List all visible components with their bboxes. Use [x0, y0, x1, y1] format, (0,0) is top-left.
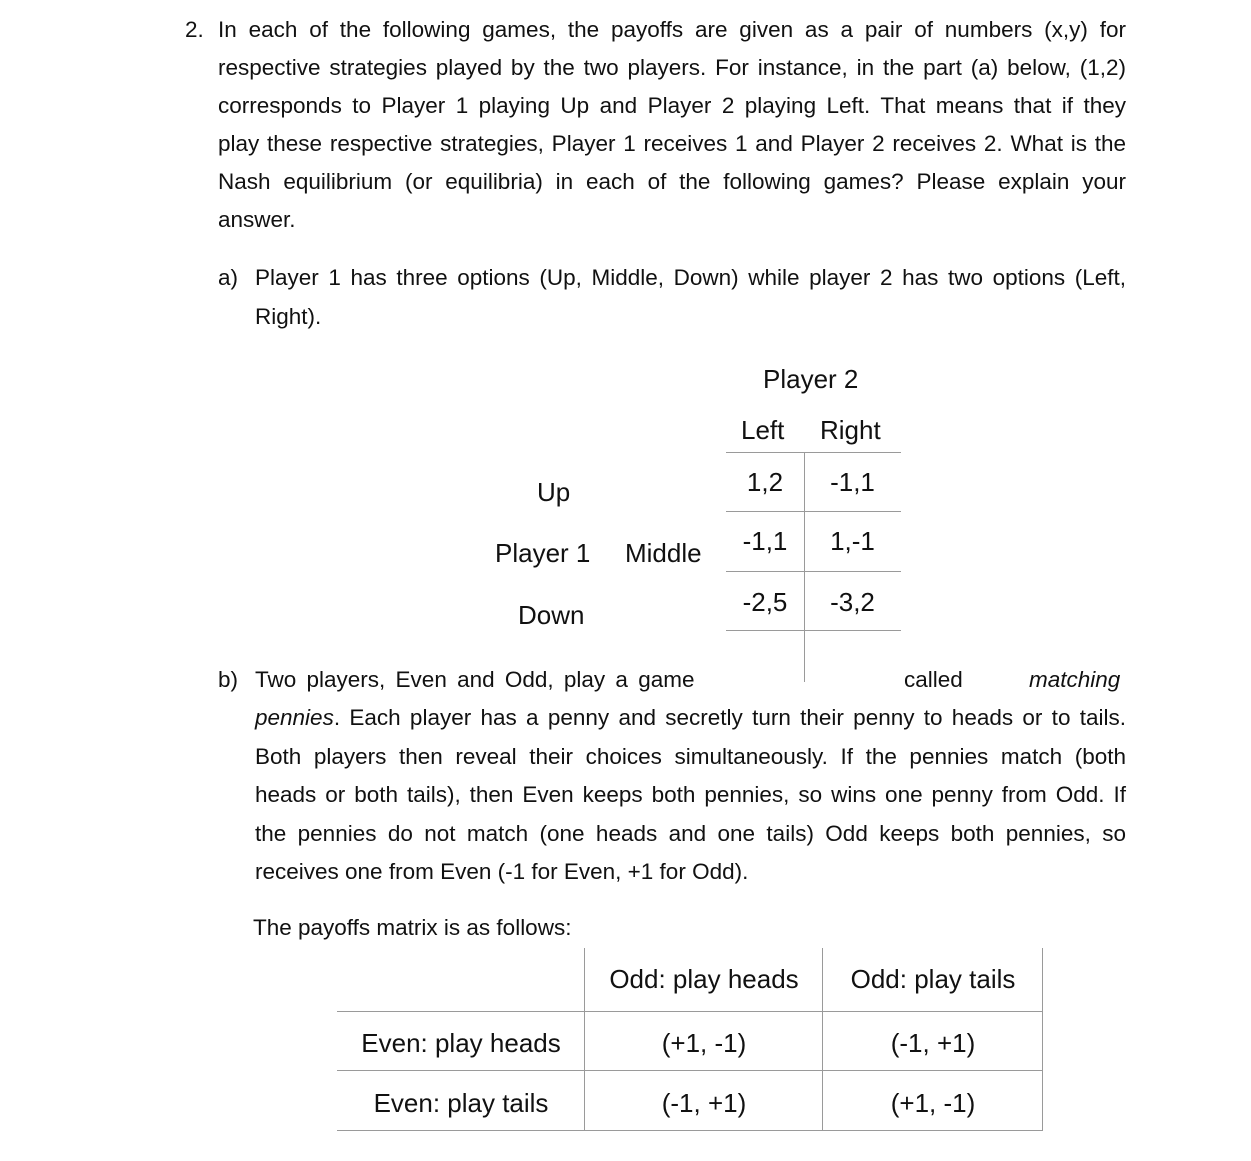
part-a-line: Player 1 has three options (Up, Middle, Down) while player 2 has two options (Left,: [255, 265, 1126, 290]
intro-line: corresponds to Player 1 playing Up and Player 2 playing Left. That means that if they: [218, 93, 1126, 118]
row-player-label: Player 1: [495, 538, 591, 568]
part-b-line1-start: Two players, Even and Odd, play a game: [255, 667, 695, 692]
payoff-cell: -2,5: [742, 587, 788, 617]
part-a-label: a): [218, 265, 239, 290]
table-rule: [337, 1011, 1043, 1012]
intro-line: play these respective strategies, Player 1 receives 1 and Player 2 receives 2. What is the: [218, 131, 1126, 156]
table-divider: [584, 948, 585, 1131]
row-label-middle: Middle: [625, 538, 702, 568]
part-b-line: receives one from Even (-1 for Even, +1 for Odd).: [255, 859, 749, 884]
row-label-even-heads: Even: play heads: [361, 1028, 561, 1058]
intro-line: In each of the following games, the payoffs are given as a pair of numbers (x,y) for: [218, 17, 1126, 42]
row-label-even-tails: Even: play tails: [373, 1088, 549, 1118]
col-header-left: Left: [741, 415, 785, 445]
row-label-up: Up: [537, 477, 571, 507]
col-header-odd-heads: Odd: play heads: [609, 964, 799, 994]
part-b-line1-called: called: [904, 667, 963, 692]
table-divider: [804, 452, 805, 682]
col-header-right: Right: [820, 415, 881, 445]
part-a-line: Right).: [255, 304, 322, 329]
payoff-cell: -3,2: [830, 587, 875, 617]
row-label-down: Down: [518, 600, 585, 630]
table-rule: [726, 571, 901, 572]
payoff-cell: (+1, -1): [890, 1088, 976, 1118]
term-matching: matching: [1029, 667, 1121, 692]
payoff-cell: (-1, +1): [661, 1088, 747, 1118]
col-player-label: Player 2: [763, 364, 859, 394]
table-rule: [726, 511, 901, 512]
payoff-cell: 1,-1: [830, 526, 875, 556]
intro-line: Nash equilibrium (or equilibria) in each of the following games? Please explain your: [218, 169, 1126, 194]
part-b-text: [255, 705, 1126, 898]
matrix-intro: The payoffs matrix is as follows:: [253, 915, 572, 940]
table-rule: [726, 452, 901, 453]
part-b-line: Both players then reveal their choices simultaneously. If the pennies match (both: [255, 743, 1126, 769]
part-b-label: b): [218, 667, 239, 692]
term-pennies: pennies: [255, 705, 334, 730]
table-rule: [726, 630, 901, 631]
question-number: 2.: [185, 17, 204, 42]
payoff-cell: -1,1: [830, 467, 875, 497]
part-b-line2-rest: . Each player has a penny and secretly turn their penny to heads or to tails.: [333, 705, 1126, 730]
part-a-text: [255, 265, 1126, 343]
intro-line: respective strategies played by the two players. For instance, in the part (a) below, (1,2): [218, 55, 1126, 80]
table-divider: [1042, 948, 1043, 1131]
intro-line: answer.: [218, 207, 296, 232]
part-b-line: the pennies do not match (one heads and one tails) Odd keeps both pennies, so: [255, 820, 1126, 846]
payoff-cell: -1,1: [742, 526, 788, 556]
payoff-cell: (-1, +1): [890, 1028, 976, 1058]
col-header-odd-tails: Odd: play tails: [850, 964, 1016, 994]
part-b-line1-matching: [1029, 667, 1120, 693]
payoff-cell: (+1, -1): [661, 1028, 747, 1058]
table-rule: [337, 1130, 1043, 1131]
part-b-line: heads or both tails), then Even keeps both pennies, so wins one penny from Odd. If: [255, 782, 1126, 807]
payoff-cell: 1,2: [746, 467, 784, 497]
part-b-line: [255, 705, 1126, 744]
table-divider: [822, 948, 823, 1131]
table-rule: [337, 1070, 1043, 1071]
intro-paragraph: [218, 17, 1126, 245]
